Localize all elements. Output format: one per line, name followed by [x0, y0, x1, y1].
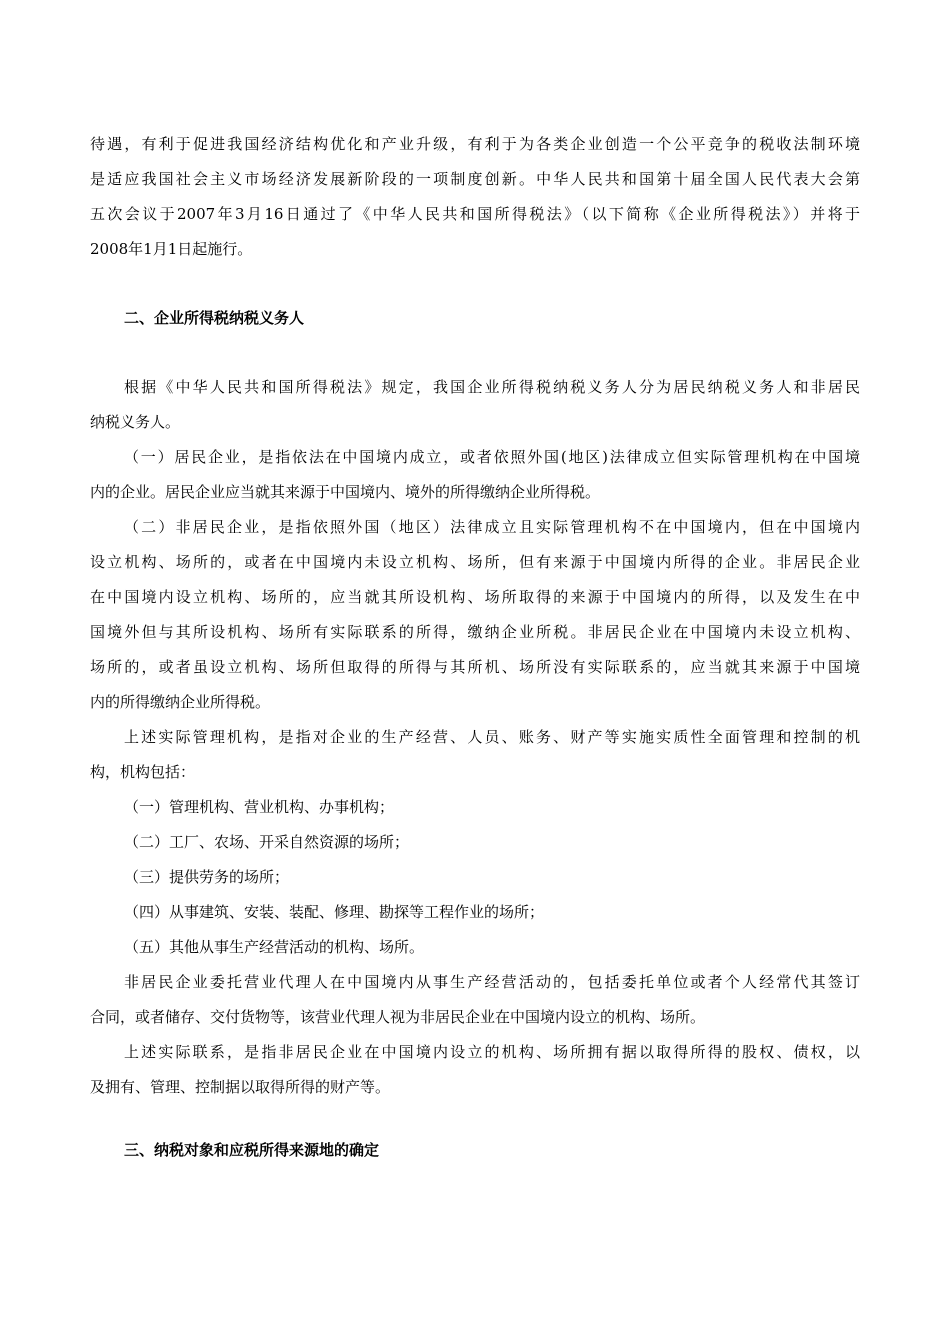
paragraph-resident-enterprise [90, 440, 860, 510]
section-heading-2: 二、企业所得税纳税义务人 [124, 309, 305, 327]
text-line: 合同，或者储存、交付货物等，该营业代理人视为非居民企业在中国境内设立的机构、场所。 [90, 1008, 706, 1026]
paragraph-management-body [90, 720, 860, 790]
text-line: 根据《中华人民共和国所得税法》规定，我国企业所得税纳税义务人分为居民纳税义务人和非居民 [124, 378, 860, 396]
text-line: 五次会议于2007年3月16日通过了《中华人民共和国所得税法》（以下简称《企业所得税法》）并将于 [90, 205, 860, 223]
list-item: （三）提供劳务的场所； [124, 868, 290, 886]
text-line: 及拥有、管理、控制据以取得所得的财产等。 [90, 1078, 391, 1096]
text-line: 上述实际管理机构，是指对企业的生产经营、人员、账务、财产等实施实质性全面管理和控制的机 [124, 728, 860, 746]
text-line: 内的所得缴纳企业所得税。 [90, 693, 271, 711]
list-item: （一）管理机构、营业机构、办事机构； [124, 798, 395, 816]
list-item: （二）工厂、农场、开采自然资源的场所； [124, 833, 410, 851]
text-line: 设立机构、场所的，或者在中国境内未设立机构、场所，但有来源于中国境内所得的企业。非居民企业 [90, 553, 860, 571]
paragraph-nonresident-enterprise [90, 510, 860, 720]
text-line: 非居民企业委托营业代理人在中国境内从事生产经营活动的，包括委托单位或者个人经常代其签订 [124, 973, 860, 991]
text-line: 2008年1月1日起施行。 [90, 240, 253, 258]
establishment-list [90, 790, 860, 965]
text-line: 待遇，有利于促进我国经济结构优化和产业升级，有利于为各类企业创造一个公平竞争的税收法制环境 [90, 135, 860, 153]
text-line: 内的企业。居民企业应当就其来源于中国境内、境外的所得缴纳企业所得税。 [90, 483, 601, 501]
paragraph-business-agent [90, 965, 860, 1035]
paragraph-taxpayer-classification [90, 370, 860, 440]
list-item: （四）从事建筑、安装、装配、修理、勘探等工程作业的场所； [124, 903, 545, 921]
text-line: 上述实际联系，是指非居民企业在中国境内设立的机构、场所拥有据以取得所得的股权、债权，以 [124, 1043, 860, 1061]
text-line: 场所的，或者虽设立机构、场所但取得的所得与其所机、场所没有实际联系的，应当就其来源于中国境 [90, 658, 860, 676]
text-line: （二）非居民企业，是指依照外国（地区）法律成立且实际管理机构不在中国境内，但在中国境内 [124, 518, 860, 536]
text-line: 是适应我国社会主义市场经济发展新阶段的一项制度创新。中华人民共和国第十届全国人民代表大会第 [90, 170, 860, 188]
document-page [90, 127, 860, 1168]
text-line: 在中国境内设立机构、场所的，应当就其所设机构、场所取得的来源于中国境内的所得，以及发生在中 [90, 588, 860, 606]
paragraph-actual-connection [90, 1035, 860, 1105]
text-line: 纳税义务人。 [90, 413, 181, 431]
list-item: （五）其他从事生产经营活动的机构、场所。 [124, 938, 425, 956]
text-line: 构，机构包括： [90, 763, 196, 781]
text-line: （一）居民企业，是指依法在中国境内成立，或者依照外国(地区)法律成立但实际管理机构在中国境 [124, 448, 860, 466]
text-line: 国境外但与其所设机构、场所有实际联系的所得，缴纳企业所税。非居民企业在中国境内未设立机构、 [90, 623, 860, 641]
paragraph-intro-continuation [90, 127, 860, 267]
section-heading-3: 三、纳税对象和应税所得来源地的确定 [124, 1141, 380, 1159]
